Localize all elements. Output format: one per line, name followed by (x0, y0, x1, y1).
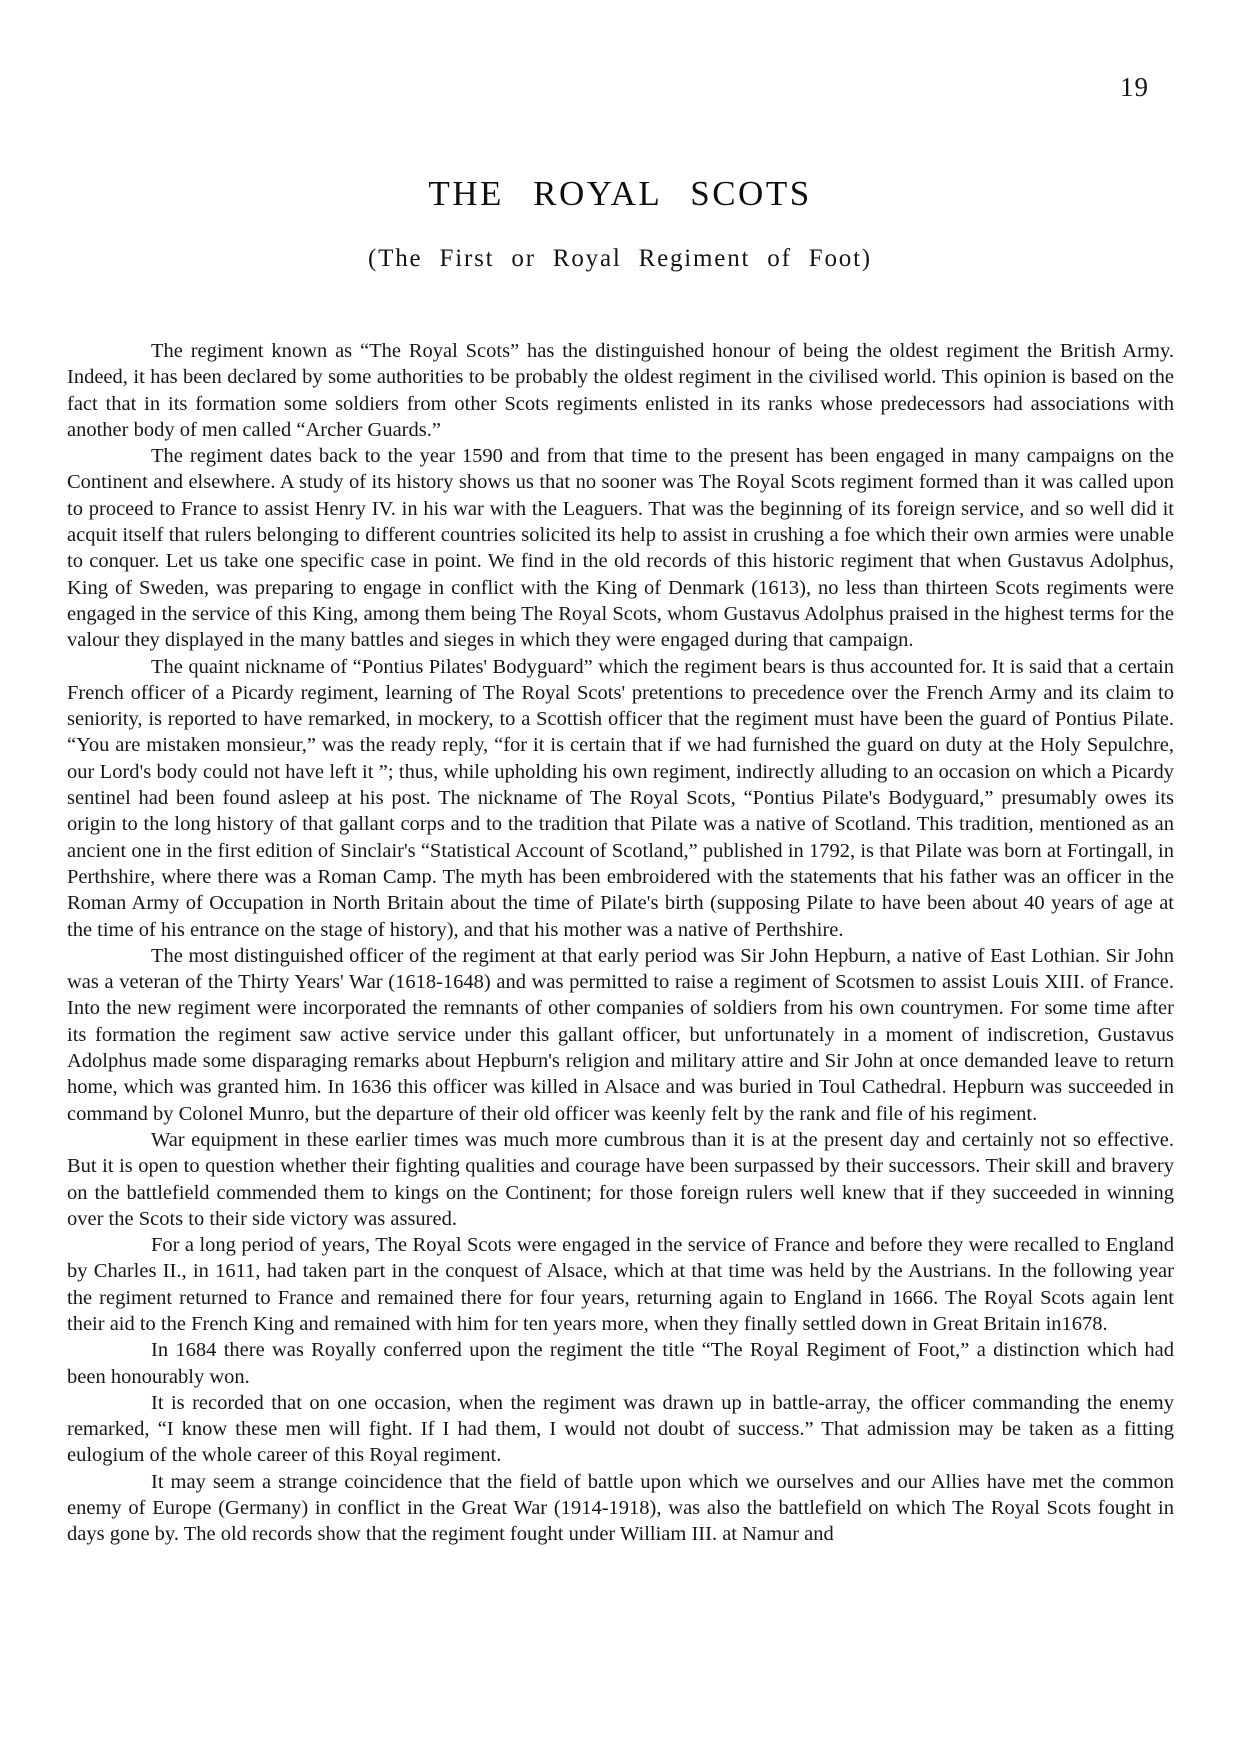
page-subtitle: (The First or Royal Regiment of Foot) (368, 245, 872, 272)
paragraph-8: It is recorded that on one occasion, when the regiment was drawn up in battle-array, the officer commanding the enemy remarked, “I know these men will fight. If I had them, I would not doubt of success.” That admission may be taken as a fitting eulogium of the whole career of this Royal regiment. (67, 1391, 1174, 1467)
paragraph-7: In 1684 there was Royally conferred upon the regiment the title “The Royal Regiment of Foot,” a distinction which had been honourably won. (67, 1339, 1174, 1388)
page-title: THE ROYAL SCOTS (428, 174, 812, 213)
paragraph-1: The regiment known as “The Royal Scots” has the distinguished honour of being the oldest regiment the British Army. Indeed, it has been declared by some authorities to be probably the oldest regiment in the civilised world. This opinion is based on the fact that in its formation some soldiers from other Scots regiments enlisted in its ranks whose predecessors had associations with another body of men called “Archer Guards.” (67, 340, 1174, 441)
document-body (67, 338, 1174, 1548)
paragraph-9: It may seem a strange coincidence that the field of battle upon which we ourselves and our Allies have met the common enemy of Europe (Germany) in conflict in the Great War (1914-1918), was also the battlefield on which The Royal Scots fought in days gone by. The old records show that the regiment fought under William III. at Namur and (67, 1470, 1174, 1546)
paragraph-2: The regiment dates back to the year 1590 and from that time to the present has been engaged in many campaigns on the Continent and elsewhere. A study of its history shows us that no sooner was The Royal Scots regiment formed than it was called upon to proceed to France to assist Henry IV. in his war with the Leaguers. That was the beginning of its foreign service, and so well did it acquit itself that rulers belonging to different countries solicited its help to assist in crushing a foe which their own armies were unable to conquer. Let us take one specific case in point. We find in the old records of this historic regiment that when Gustavus Adolphus, King of Sweden, was preparing to engage in conflict with the King of Denmark (1613), no less than thirteen Scots regiments were engaged in the service of this King, among them being The Royal Scots, whom Gustavus Adolphus praised in the highest terms for the valour they displayed in the many battles and sieges in which they were engaged during that campaign. (67, 445, 1174, 652)
paragraph-5: War equipment in these earlier times was much more cumbrous than it is at the present day and certainly not so effective. But it is open to question whether their fighting qualities and courage have been surpassed by their successors. Their skill and bravery on the battlefield commended them to kings on the Continent; for those foreign rulers well knew that if they succeeded in winning over the Scots to their side victory was assured. (67, 1128, 1174, 1230)
paragraph-3: The quaint nickname of “Pontius Pilates' Bodyguard” which the regiment bears is thus accounted for. It is said that a certain French officer of a Picardy regiment, learning of The Royal Scots' pretentions to precedence over the French Army and its claim to seniority, is reported to have remarked, in mockery, to a Scottish officer that the regiment must have been the guard of Pontius Pilate. “You are mistaken monsieur,” was the ready reply, “for it is certain that if we had furnished the guard on duty at the Holy Sepulchre, our Lord's body could not have left it ”; thus, while upholding his own regiment, indirectly alluding to an occasion on which a Picardy sentinel had been found asleep at his post. The nickname of The Royal Scots, “Pontius Pilate's Bodyguard,” presumably owes its origin to the long history of that gallant corps and to the tradition that Pilate was a native of Scotland. This tradition, mentioned as an ancient one in the first edition of Sinclair's “Statistical Account of Scotland,” published in 1792, is that Pilate was born at Fortingall, in Perthshire, where there was a Roman Camp. The myth has been embroidered with the statements that his father was an officer in the Roman Army of Occupation in North Britain about the time of Pilate's birth (supposing Pilate to have been about 40 years of age at the time of his entrance on the stage of history), and that his mother was a native of Perthshire. (67, 655, 1174, 941)
paragraph-4: The most distinguished officer of the regiment at that early period was Sir John Hepburn, a native of East Lothian. Sir John was a veteran of the Thirty Years' War (1618-1648) and was permitted to raise a regiment of Scotsmen to assist Louis XIII. of France. Into the new regiment were incorporated the remnants of other companies of soldiers from his own countrymen. For some time after its formation the regiment saw active service under this gallant officer, but unfortunately in a moment of indiscretion, Gustavus Adolphus made some disparaging remarks about Hepburn's religion and military attire and Sir John at once demanded leave to return home, which was granted him. In 1636 this officer was killed in Alsace and was buried in Toul Cathedral. Hepburn was succeeded in command by Colonel Munro, but the departure of their old officer was keenly felt by the rank and file of his regiment. (67, 944, 1174, 1125)
page-number: 19 (1120, 72, 1149, 102)
paragraph-6: For a long period of years, The Royal Scots were engaged in the service of France and before they were recalled to England by Charles II., in 1611, had taken part in the conquest of Alsace, which at that time was held by the Austrians. In the following year the regiment returned to France and remained there for four years, returning again to England in 1666. The Royal Scots again lent their aid to the French King and remained with him for ten years more, when they finally settled down in Great Britain in1678. (67, 1234, 1174, 1335)
